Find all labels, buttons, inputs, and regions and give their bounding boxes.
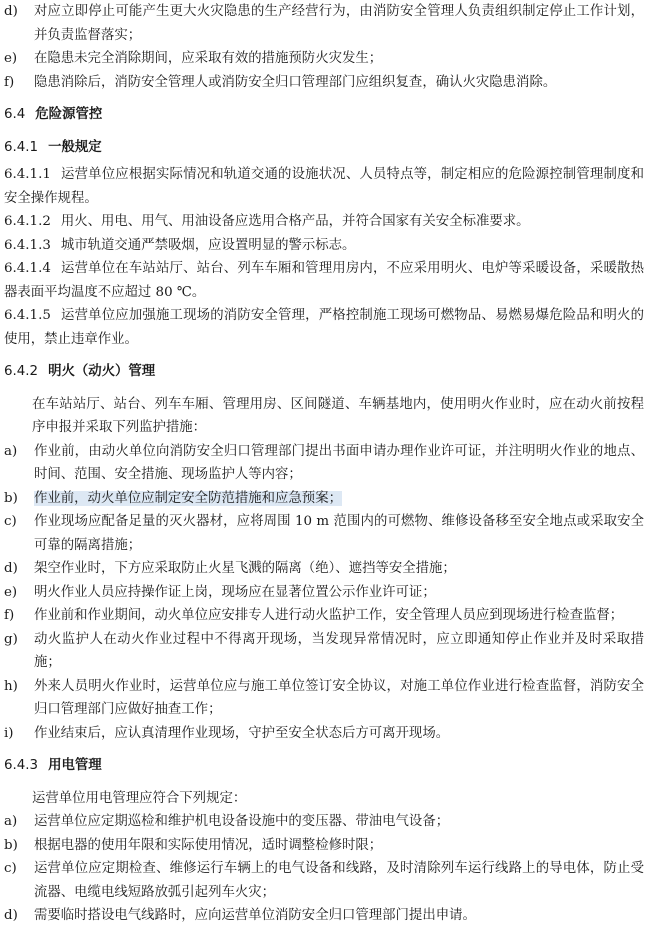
item-num: c) bbox=[4, 861, 17, 876]
section-title: 危险源管控 bbox=[35, 107, 103, 122]
subsection-title: 一般规定 bbox=[48, 139, 102, 155]
list-item bbox=[0, 675, 650, 722]
list-item bbox=[0, 857, 650, 904]
item-num: e) bbox=[4, 51, 18, 66]
subsection-heading bbox=[0, 360, 650, 384]
list-item bbox=[0, 71, 650, 95]
subsection-heading bbox=[0, 136, 650, 160]
clause-num: 6.4.1.3 bbox=[4, 237, 51, 253]
list-item bbox=[0, 0, 650, 47]
item-text: 架空作业时，下方应采取防止火星飞溅的隔离（绝）、遮挡等安全措施； bbox=[34, 561, 456, 576]
item-text: 动火监护人在动火作业过程中不得离开现场，当发现异常情况时，应立即通知停止作业并及时采取措施； bbox=[34, 631, 644, 670]
item-text: 需要临时搭设电气线路时，应向运营单位消防安全归口管理部门提出申请。 bbox=[34, 908, 476, 923]
clause-num: 6.4.1.4 bbox=[4, 261, 51, 276]
item-text: 运营单位应定期巡检和维护机电设备设施中的变压器、带油电气设备； bbox=[34, 814, 450, 829]
item-text: 作业结束后，应认真清理作业现场，守护至安全状态后方可离开现场。 bbox=[34, 725, 450, 741]
clause-num: 6.4.1.1 bbox=[4, 167, 51, 182]
item-num: f) bbox=[4, 608, 15, 623]
item-text: 根据电器的使用年限和实际使用情况，适时调整检修时限； bbox=[34, 837, 383, 853]
clause bbox=[0, 234, 650, 258]
subsection-heading bbox=[0, 754, 650, 778]
item-text: 作业现场应配备足量的灭火器材，应将周围 10 m 范围内的可燃物、维修设备移至安全地点或采取安全可靠的隔离措施； bbox=[34, 514, 644, 553]
item-text: 明火作业人员应持操作证上岗，现场应在显著位置公示作业许可证； bbox=[34, 584, 436, 600]
item-text: 隐患消除后，消防安全管理人或消防安全归口管理部门应组织复查，确认火灾隐患消除。 bbox=[34, 74, 557, 90]
clause bbox=[0, 304, 650, 351]
list-item bbox=[0, 440, 650, 487]
list-item bbox=[0, 557, 650, 581]
clause-text: 城市轨道交通严禁吸烟，应设置明显的警示标志。 bbox=[60, 237, 356, 253]
clause-num: 6.4.1.2 bbox=[4, 214, 51, 229]
subsection-num: 6.4.1 bbox=[4, 139, 39, 155]
subsection-title: 用电管理 bbox=[48, 758, 102, 773]
item-num: a) bbox=[4, 443, 18, 459]
list-item bbox=[0, 904, 650, 928]
item-num: h) bbox=[4, 678, 18, 694]
item-text: 运营单位应定期检查、维修运行车辆上的电气设备和线路，及时清除列车运行线路上的导电体，防止受流器、电缆电线短路放弧引起列车火灾； bbox=[34, 861, 644, 900]
list-item bbox=[0, 722, 650, 746]
item-text: 作业前和作业期间，动火单位应安排专人进行动火监护工作，安全管理人员应到现场进行检查监督； bbox=[34, 608, 624, 623]
item-num: i) bbox=[4, 725, 14, 741]
item-num: c) bbox=[4, 514, 17, 529]
clause bbox=[0, 257, 650, 304]
subsection-title: 明火（动火）管理 bbox=[48, 364, 156, 379]
item-num: f) bbox=[4, 74, 15, 90]
clause bbox=[0, 163, 650, 210]
list-item bbox=[0, 604, 650, 628]
clause-text: 运营单位应加强施工现场的消防安全管理，严格控制施工现场可燃物品、易燃易爆危险品和明火的使用，禁止违章作业。 bbox=[4, 308, 644, 347]
item-num: b) bbox=[4, 490, 18, 506]
clause-text: 运营单位应根据实际情况和轨道交通的设施状况、人员特点等，制定相应的危险源控制管理制度和安全操作规程。 bbox=[4, 167, 644, 206]
list-item bbox=[0, 810, 650, 834]
list-item bbox=[0, 487, 650, 511]
paragraph: 运营单位用电管理应符合下列规定： bbox=[32, 790, 247, 806]
electricity-list bbox=[0, 810, 650, 928]
list-item bbox=[0, 510, 650, 557]
list-item bbox=[0, 581, 650, 605]
item-num: d) bbox=[4, 561, 18, 576]
item-num: g) bbox=[4, 631, 18, 647]
section-num: 6.4 bbox=[4, 107, 26, 122]
subsection-num: 6.4.2 bbox=[4, 364, 39, 379]
clause-text: 用火、用电、用气、用油设备应选用合格产品，并符合国家有关安全标准要求。 bbox=[60, 214, 530, 229]
item-text: 在隐患未完全消除期间，应采取有效的措施预防火灾发生； bbox=[34, 51, 383, 66]
subsection-num: 6.4.3 bbox=[4, 758, 39, 773]
fire-work-list bbox=[0, 440, 650, 746]
item-text: 对应立即停止可能产生更大火灾隐患的生产经营行为，由消防安全管理人负责组织制定停止工作计划，并负责监督落实； bbox=[34, 4, 644, 43]
item-text: 作业前，由动火单位向消防安全归口管理部门提出书面申请办理作业许可证，并注明明火作业的地点、时间、范围、安全措施、现场监护人等内容； bbox=[34, 443, 644, 482]
clause-text: 运营单位在车站站厅、站台、列车车厢和管理用房内，不应采用明火、电炉等采暖设备，采暖散热器表面平均温度不应超过 80 ℃。 bbox=[4, 261, 644, 300]
item-num: a) bbox=[4, 814, 18, 829]
item-num: d) bbox=[4, 908, 18, 923]
item-num: b) bbox=[4, 837, 18, 853]
clause bbox=[0, 210, 650, 234]
section-heading bbox=[0, 103, 650, 127]
item-text: 外来人员明火作业时，运营单位应与施工单位签订安全协议，对施工单位作业进行检查监督，消防安全归口管理部门应做好抽查工作； bbox=[34, 678, 644, 717]
list-item bbox=[0, 628, 650, 675]
prev-list bbox=[0, 0, 650, 94]
paragraph: 在车站站厅、站台、列车车厢、管理用房、区间隧道、车辆基地内，使用明火作业时，应在动火前按程序申报并采取下列监护措施： bbox=[32, 396, 644, 435]
item-num: e) bbox=[4, 584, 18, 600]
clause-list bbox=[0, 163, 650, 351]
list-item bbox=[0, 834, 650, 858]
item-num: d) bbox=[4, 4, 18, 19]
clause-num: 6.4.1.5 bbox=[4, 308, 51, 323]
item-text: 作业前，动火单位应制定安全防范措施和应急预案； bbox=[34, 490, 342, 506]
list-item bbox=[0, 47, 650, 71]
